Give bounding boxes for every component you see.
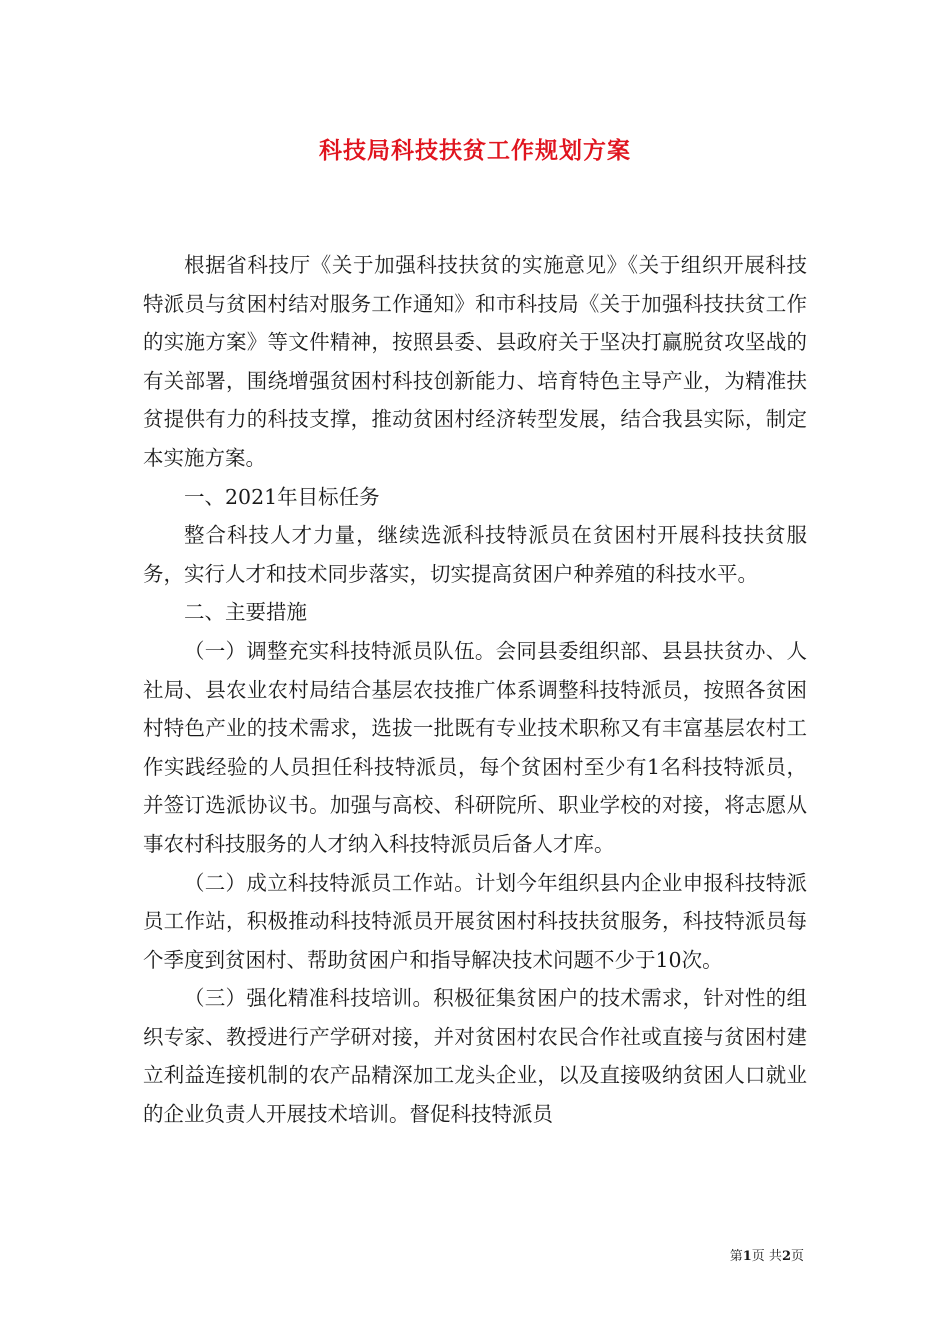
page-number-footer — [730, 1245, 804, 1264]
paragraph-intro: 根据省科技厅《关于加强科技扶贫的实施意见》《关于组织开展科技特派员与贫困村结对服务工作通知》和市科技局《关于加强科技扶贫工作的实施方案》等文件精神，按照县委、县政府关于坚决打赢脱贫攻坚战的有关部署，围绕增强贫困村科技创新能力、培育特色主导产业，为精准扶贫提供有力的科技支撑，推动贫困村经济转型发展，结合我县实际，制定本实施方案。 — [143, 253, 807, 470]
document-title: 科技局科技扶贫工作规划方案 — [319, 137, 631, 164]
paragraph-measure-3: （三）强化精准科技培训。积极征集贫困户的技术需求，针对性的组织专家、教授进行产学研对接，并对贫困村农民合作社或直接与贫困村建立利益连接机制的农产品精深加工龙头企业，以及直接吸纳贫困人口就业的企业负责人开展技术培训。督促科技特派员 — [143, 986, 807, 1127]
footer-middle: 页 共 — [751, 1249, 782, 1264]
paragraph-measure-2: （二）成立科技特派员工作站。计划今年组织县内企业申报科技特派员工作站，积极推动科技特派员开展贫困村科技扶贫服务，科技特派员每个季度到贫困村、帮助贫困户和指导解决技术问题不少于10次。 — [143, 870, 807, 972]
paragraph-measure-1: （一）调整充实科技特派员队伍。会同县委组织部、县县扶贫办、人社局、县农业农村局结合基层农技推广体系调整科技特派员，按照各贫困村特色产业的技术需求，选拔一批既有专业技术职称又有丰富基层农村工作实践经验的人员担任科技特派员，每个贫困村至少有1名科技特派员，并签订选派协议书。加强与高校、科研院所、职业学校的对接，将志愿从事农村科技服务的人才纳入科技特派员后备人才库。 — [143, 638, 807, 856]
footer-current-page: 1 — [742, 1249, 752, 1264]
footer-suffix: 页 — [790, 1249, 804, 1264]
heading-measures: 二、主要措施 — [184, 600, 307, 625]
paragraph-goals: 整合科技人才力量，继续选派科技特派员在贫困村开展科技扶贫服务，实行人才和技术同步落实，切实提高贫困户种养殖的科技水平。 — [143, 523, 807, 586]
footer-prefix: 第 — [729, 1249, 743, 1264]
document-body — [143, 246, 807, 1134]
heading-goals: 一、2021年目标任务 — [184, 484, 380, 509]
footer-total-pages: 2 — [781, 1249, 791, 1264]
